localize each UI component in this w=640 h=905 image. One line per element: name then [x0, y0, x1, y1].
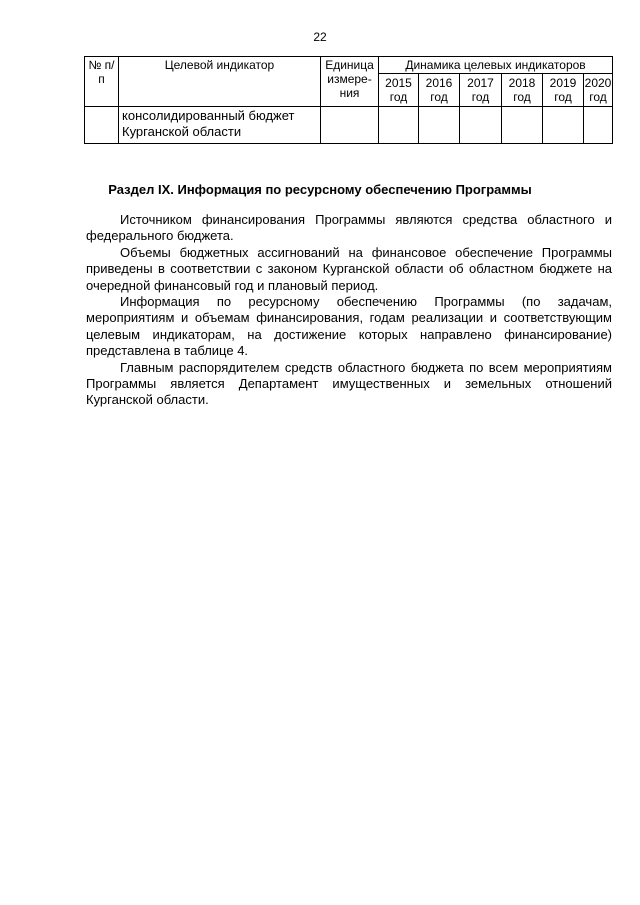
section-heading: Раздел IX. Информация по ресурсному обеспечению Программы: [108, 182, 532, 197]
row-2020: [584, 107, 613, 144]
row-unit: [321, 107, 379, 144]
page-number: 22: [313, 30, 327, 44]
paragraph-main-manager: Главным распорядителем средств областного бюджета по всем мероприятиям Программы является Департамент имущественных и земельных отношений Курганской области.: [86, 359, 612, 408]
year-header-2019: 2019 год: [543, 74, 584, 107]
target-indicators-table: [84, 56, 613, 144]
row-2019: [543, 107, 584, 144]
row-2015: [379, 107, 419, 144]
year-header-2018: 2018 год: [502, 74, 543, 107]
row-2016: [419, 107, 460, 144]
header-indicator: Целевой индикатор: [119, 57, 321, 107]
header-dynamics: Динамика целевых индикаторов: [379, 57, 613, 74]
row-2017: [460, 107, 502, 144]
paragraph-funding-source: Источником финансирования Программы являются средства областного и федерального бюджета.: [86, 212, 612, 244]
paragraph-budget-volumes: Объемы бюджетных ассигнований на финансовое обеспечение Программы приведены в соответствии с законом Курганской области об областном бюджете на очередной финансовый год и плановый период.: [86, 244, 612, 293]
year-header-2015: 2015 год: [379, 74, 419, 107]
year-header-2020: 2020 год: [584, 74, 613, 107]
section-body: [86, 212, 612, 409]
header-unit: Единица измере-ния: [321, 57, 379, 107]
row-indicator: консолидированный бюджет Курганской области: [119, 107, 321, 144]
row-num: [85, 107, 119, 144]
year-header-2017: 2017 год: [460, 74, 502, 107]
header-num: № п/п: [85, 57, 119, 107]
table-row: [85, 107, 613, 144]
year-header-2016: 2016 год: [419, 74, 460, 107]
paragraph-resource-info: Информация по ресурсному обеспечению Программы (по задачам, мероприятиям и объемам финансирования, годам реализации и соответствующим целевым индикаторам, на достижение которых направлено финансирование) представлена в таблице 4.: [86, 294, 612, 359]
table-header-row: [85, 57, 613, 74]
row-2018: [502, 107, 543, 144]
